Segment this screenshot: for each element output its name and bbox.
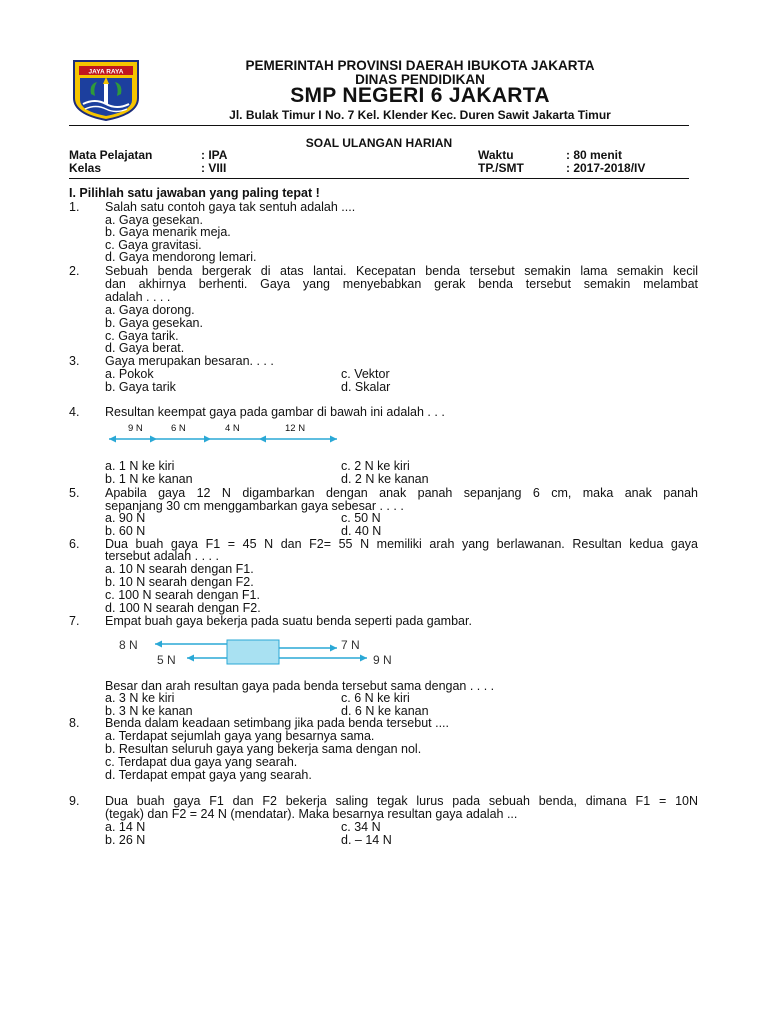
section-title: I. Pilihlah satu jawaban yang paling tepat ! xyxy=(69,186,320,200)
q6-option-c: c. 100 N searah dengan F1. xyxy=(105,588,260,602)
q4-option-d: d. 2 N ke kanan xyxy=(341,472,429,486)
q8-option-c: c. Terdapat dua gaya yang searah. xyxy=(105,755,298,769)
q4-arrow-right-2 xyxy=(204,436,211,443)
q4-arrow-right-3 xyxy=(330,436,337,443)
q7-force-diagram xyxy=(115,634,405,674)
q4-option-c: c. 2 N ke kiri xyxy=(341,459,410,473)
q7-label-9n: 9 N xyxy=(373,653,392,667)
q7-number: 7. xyxy=(69,614,80,628)
q4-arrow-left-1 xyxy=(109,436,116,443)
q8-text: Benda dalam keadaan setimbang jika pada benda tersebut .... xyxy=(105,716,449,730)
q6-text-line2: tersebut adalah . . . . xyxy=(105,549,219,563)
q4-text: Resultan keempat gaya pada gambar di bawah ini adalah . . . xyxy=(105,405,445,419)
q7-label-8n: 8 N xyxy=(119,638,138,652)
header-department: DINAS PENDIDIKAN xyxy=(355,72,485,87)
q2-option-b: b. Gaya gesekan. xyxy=(105,316,203,330)
q5-number: 5. xyxy=(69,486,80,500)
q3-option-a: a. Pokok xyxy=(105,367,154,381)
q3-option-d: d. Skalar xyxy=(341,380,391,394)
q5-option-d: d. 40 N xyxy=(341,524,382,538)
q8-option-a: a. Terdapat sejumlah gaya yang besarnya sama. xyxy=(105,729,375,743)
q4-label-12n: 12 N xyxy=(285,423,306,434)
q5-text-line2: sepanjang 30 cm menggambarkan gaya sebesar . . . . xyxy=(105,499,404,513)
q1-number: 1. xyxy=(69,200,80,214)
header-school-name: SMP NEGERI 6 JAKARTA xyxy=(290,84,550,107)
logo-motto: JAYA RAYA xyxy=(88,68,124,76)
q4-label-4n: 4 N xyxy=(225,423,240,434)
subject-value: : IPA xyxy=(201,148,228,162)
jakarta-emblem-icon xyxy=(71,58,141,122)
q3-number: 3. xyxy=(69,354,80,368)
q8-option-d: d. Terdapat empat gaya yang searah. xyxy=(105,768,312,782)
q7-option-b: b. 3 N ke kanan xyxy=(105,704,193,718)
q7-object-box xyxy=(227,640,279,664)
q7-option-a: a. 3 N ke kiri xyxy=(105,691,175,705)
q7-label-7n: 7 N xyxy=(341,638,360,652)
q1-text: Salah satu contoh gaya tak sentuh adalah .... xyxy=(105,200,356,214)
time-value: : 80 menit xyxy=(566,148,623,162)
q7-arrow-8n-head xyxy=(155,641,162,648)
q1-option-b: b. Gaya menarik meja. xyxy=(105,225,231,239)
q7-arrow-7n-head xyxy=(330,645,337,652)
q2-text-line2: dan akhirnya berhenti. Gaya yang menyebabkan gerak benda tersebut semakin melambat xyxy=(105,277,698,291)
q3-text: Gaya merupakan besaran. . . . xyxy=(105,354,274,368)
q7-question: Besar dan arah resultan gaya pada benda tersebut sama dengan . . . . xyxy=(105,679,495,693)
q4-arrow-right-1 xyxy=(150,436,157,443)
subject-label: Mata Pelajatan xyxy=(69,148,153,162)
class-value: : VIII xyxy=(201,161,227,175)
q5-option-c: c. 50 N xyxy=(341,511,381,525)
q6-option-a: a. 10 N searah dengan F1. xyxy=(105,562,254,576)
year-value: : 2017-2018/IV xyxy=(566,161,646,175)
q5-option-a: a. 90 N xyxy=(105,511,146,525)
q8-option-b: b. Resultan seluruh gaya yang bekerja sama dengan nol. xyxy=(105,742,422,756)
q2-option-a: a. Gaya dorong. xyxy=(105,303,195,317)
q2-number: 2. xyxy=(69,264,80,278)
header-divider xyxy=(69,125,689,126)
q4-label-6n: 6 N xyxy=(171,423,186,434)
q1-option-c: c. Gaya gravitasi. xyxy=(105,238,202,252)
q8-number: 8. xyxy=(69,716,80,730)
q4-arrow-left-2 xyxy=(259,436,266,443)
meta-divider xyxy=(69,178,689,179)
q2-option-c: c. Gaya tarik. xyxy=(105,329,179,343)
q4-number: 4. xyxy=(69,405,80,419)
q9-option-a: a. 14 N xyxy=(105,820,146,834)
q2-text-line1: Sebuah benda bergerak di atas lantai. Kecepatan benda tersebut semakin lama semakin kecil xyxy=(105,264,698,278)
q5-text-line1: Apabila gaya 12 N digambarkan dengan anak panah sepanjang 6 cm, maka anak panah xyxy=(105,486,698,500)
q4-option-a: a. 1 N ke kiri xyxy=(105,459,175,473)
q9-text-line1: Dua buah gaya F1 dan F2 bekerja saling tegak lurus pada sebuah benda, dimana F1 = 10N xyxy=(105,794,698,808)
q7-text: Empat buah gaya bekerja pada suatu benda seperti pada gambar. xyxy=(105,614,472,628)
year-label: TP./SMT xyxy=(478,161,524,175)
q7-arrow-5n-head xyxy=(187,655,194,662)
q5-option-b: b. 60 N xyxy=(105,524,146,538)
q2-text-line3: adalah . . . . xyxy=(105,290,171,304)
q9-text-line2: (tegak) dan F2 = 24 N (mendatar). Maka besarnya resultan gaya adalah ... xyxy=(105,807,518,821)
time-label: Waktu xyxy=(478,148,514,162)
q4-option-b: b. 1 N ke kanan xyxy=(105,472,193,486)
q6-option-d: d. 100 N searah dengan F2. xyxy=(105,601,261,615)
q9-option-d: d. – 14 N xyxy=(341,833,392,847)
q1-option-d: d. Gaya mendorong lemari. xyxy=(105,250,257,264)
q7-option-c: c. 6 N ke kiri xyxy=(341,691,410,705)
exam-title: SOAL ULANGAN HARIAN xyxy=(305,136,453,150)
q7-label-5n: 5 N xyxy=(157,653,176,667)
q4-force-diagram xyxy=(105,420,345,450)
q9-option-b: b. 26 N xyxy=(105,833,146,847)
q9-number: 9. xyxy=(69,794,80,808)
q7-option-d: d. 6 N ke kanan xyxy=(341,704,429,718)
q1-option-a: a. Gaya gesekan. xyxy=(105,213,203,227)
header-address: Jl. Bulak Timur I No. 7 Kel. Klender Kec. Duren Sawit Jakarta Timur xyxy=(229,108,611,122)
q9-option-c: c. 34 N xyxy=(341,820,381,834)
q6-number: 6. xyxy=(69,537,80,551)
class-label: Kelas xyxy=(69,161,102,175)
q3-option-c: c. Vektor xyxy=(341,367,390,381)
q6-option-b: b. 10 N searah dengan F2. xyxy=(105,575,254,589)
q6-text-line1: Dua buah gaya F1 = 45 N dan F2= 55 N memiliki arah yang berlawanan. Resultan kedua gaya xyxy=(105,537,698,551)
header-government: PEMERINTAH PROVINSI DAERAH IBUKOTA JAKARTA xyxy=(245,58,595,73)
q3-option-b: b. Gaya tarik xyxy=(105,380,176,394)
q7-arrow-9n-head xyxy=(360,655,367,662)
q4-label-9n: 9 N xyxy=(128,423,143,434)
q2-option-d: d. Gaya berat. xyxy=(105,341,185,355)
